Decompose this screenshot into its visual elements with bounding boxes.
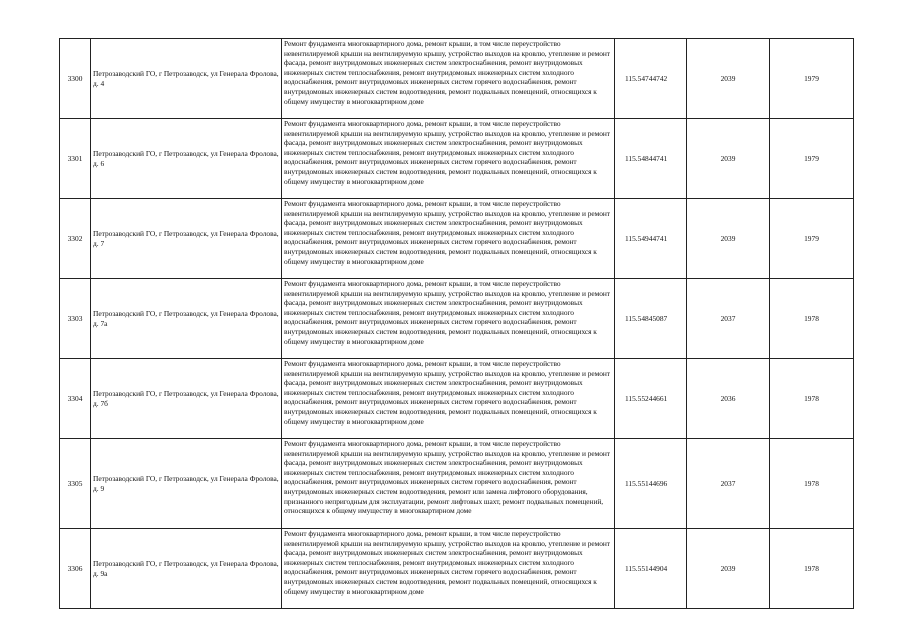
row-built-year: 1979	[770, 39, 854, 119]
row-number: 3305	[60, 439, 91, 529]
row-code: 115.54944741	[615, 199, 687, 279]
row-number: 3306	[60, 529, 91, 609]
row-address: Петрозаводский ГО, г Петрозаводск, ул Генерала Фролова, д. 7а	[91, 279, 282, 359]
row-number: 3301	[60, 119, 91, 199]
row-built-year: 1978	[770, 279, 854, 359]
row-address: Петрозаводский ГО, г Петрозаводск, ул Генерала Фролова, д. 7	[91, 199, 282, 279]
row-code: 115.55144696	[615, 439, 687, 529]
row-plan-year: 2039	[687, 199, 770, 279]
row-works: Ремонт фундамента многоквартирного дома, ремонт крыши, в том числе переустройство невентилируемой крыши на вентилируемую крышу, устройство выходов на кровлю, утепление и ремонт фасада, ремонт внутридомовых инженерных систем электроснабжения, ремонт внутридомовых инженерных систем теплоснабжения, ремонт внутридомовых инженерных систем холодного водоснабжения, ремонт внутридомовых инженерных систем горячего водоснабжения, ремонт внутридомовых инженерных систем водоотведения, ремонт подвальных помещений, относящихся к общему имуществу в многоквартирном доме	[282, 359, 615, 439]
table-row	[60, 359, 854, 439]
row-plan-year: 2037	[687, 279, 770, 359]
table-row	[60, 279, 854, 359]
row-address: Петрозаводский ГО, г Петрозаводск, ул Генерала Фролова, д. 6	[91, 119, 282, 199]
row-built-year: 1979	[770, 199, 854, 279]
table-row	[60, 529, 854, 609]
row-works: Ремонт фундамента многоквартирного дома, ремонт крыши, в том числе переустройство невентилируемой крыши на вентилируемую крышу, устройство выходов на кровлю, утепление и ремонт фасада, ремонт внутридомовых инженерных систем электроснабжения, ремонт внутридомовых инженерных систем теплоснабжения, ремонт внутридомовых инженерных систем холодного водоснабжения, ремонт внутридомовых инженерных систем горячего водоснабжения, ремонт внутридомовых инженерных систем водоотведения, ремонт подвальных помещений, относящихся к общему имуществу в многоквартирном доме	[282, 39, 615, 119]
row-address: Петрозаводский ГО, г Петрозаводск, ул Генерала Фролова, д. 4	[91, 39, 282, 119]
row-works: Ремонт фундамента многоквартирного дома, ремонт крыши, в том числе переустройство невентилируемой крыши на вентилируемую крышу, устройство выходов на кровлю, утепление и ремонт фасада, ремонт внутридомовых инженерных систем электроснабжения, ремонт внутридомовых инженерных систем теплоснабжения, ремонт внутридомовых инженерных систем холодного водоснабжения, ремонт внутридомовых инженерных систем горячего водоснабжения, ремонт внутридомовых инженерных систем водоотведения, ремонт или замена лифтового оборудования, признанного непригодным для эксплуатации, ремонт лифтовых шахт, ремонт подвальных помещений, относящихся к общему имуществу в многоквартирном доме	[282, 439, 615, 529]
row-code: 115.54844741	[615, 119, 687, 199]
table-row	[60, 199, 854, 279]
row-plan-year: 2039	[687, 119, 770, 199]
row-plan-year: 2037	[687, 439, 770, 529]
row-code: 115.54744742	[615, 39, 687, 119]
row-number: 3303	[60, 279, 91, 359]
register-body	[60, 39, 854, 609]
row-works: Ремонт фундамента многоквартирного дома, ремонт крыши, в том числе переустройство невентилируемой крыши на вентилируемую крышу, устройство выходов на кровлю, утепление и ремонт фасада, ремонт внутридомовых инженерных систем электроснабжения, ремонт внутридомовых инженерных систем теплоснабжения, ремонт внутридомовых инженерных систем холодного водоснабжения, ремонт внутридомовых инженерных систем горячего водоснабжения, ремонт внутридомовых инженерных систем водоотведения, ремонт подвальных помещений, относящихся к общему имуществу в многоквартирном доме	[282, 119, 615, 199]
register-table	[59, 38, 854, 609]
row-plan-year: 2039	[687, 39, 770, 119]
row-works: Ремонт фундамента многоквартирного дома, ремонт крыши, в том числе переустройство невентилируемой крыши на вентилируемую крышу, устройство выходов на кровлю, утепление и ремонт фасада, ремонт внутридомовых инженерных систем электроснабжения, ремонт внутридомовых инженерных систем теплоснабжения, ремонт внутридомовых инженерных систем холодного водоснабжения, ремонт внутридомовых инженерных систем горячего водоснабжения, ремонт внутридомовых инженерных систем водоотведения, ремонт подвальных помещений, относящихся к общему имуществу в многоквартирном доме	[282, 279, 615, 359]
row-address: Петрозаводский ГО, г Петрозаводск, ул Генерала Фролова, д. 7б	[91, 359, 282, 439]
row-number: 3300	[60, 39, 91, 119]
row-built-year: 1978	[770, 439, 854, 529]
row-built-year: 1978	[770, 359, 854, 439]
row-address: Петрозаводский ГО, г Петрозаводск, ул Генерала Фролова, д. 9	[91, 439, 282, 529]
row-address: Петрозаводский ГО, г Петрозаводск, ул Генерала Фролова, д. 9а	[91, 529, 282, 609]
row-code: 115.54845087	[615, 279, 687, 359]
row-number: 3304	[60, 359, 91, 439]
table-row	[60, 119, 854, 199]
row-built-year: 1979	[770, 119, 854, 199]
table-row	[60, 439, 854, 529]
row-works: Ремонт фундамента многоквартирного дома, ремонт крыши, в том числе переустройство невентилируемой крыши на вентилируемую крышу, устройство выходов на кровлю, утепление и ремонт фасада, ремонт внутридомовых инженерных систем электроснабжения, ремонт внутридомовых инженерных систем теплоснабжения, ремонт внутридомовых инженерных систем холодного водоснабжения, ремонт внутридомовых инженерных систем горячего водоснабжения, ремонт внутридомовых инженерных систем водоотведения, ремонт подвальных помещений, относящихся к общему имуществу в многоквартирном доме	[282, 529, 615, 609]
row-number: 3302	[60, 199, 91, 279]
row-plan-year: 2036	[687, 359, 770, 439]
row-code: 115.55244661	[615, 359, 687, 439]
row-built-year: 1978	[770, 529, 854, 609]
row-code: 115.55144904	[615, 529, 687, 609]
row-works: Ремонт фундамента многоквартирного дома, ремонт крыши, в том числе переустройство невентилируемой крыши на вентилируемую крышу, устройство выходов на кровлю, утепление и ремонт фасада, ремонт внутридомовых инженерных систем электроснабжения, ремонт внутридомовых инженерных систем теплоснабжения, ремонт внутридомовых инженерных систем холодного водоснабжения, ремонт внутридомовых инженерных систем горячего водоснабжения, ремонт внутридомовых инженерных систем водоотведения, ремонт подвальных помещений, относящихся к общему имуществу в многоквартирном доме	[282, 199, 615, 279]
row-plan-year: 2039	[687, 529, 770, 609]
table-row	[60, 39, 854, 119]
